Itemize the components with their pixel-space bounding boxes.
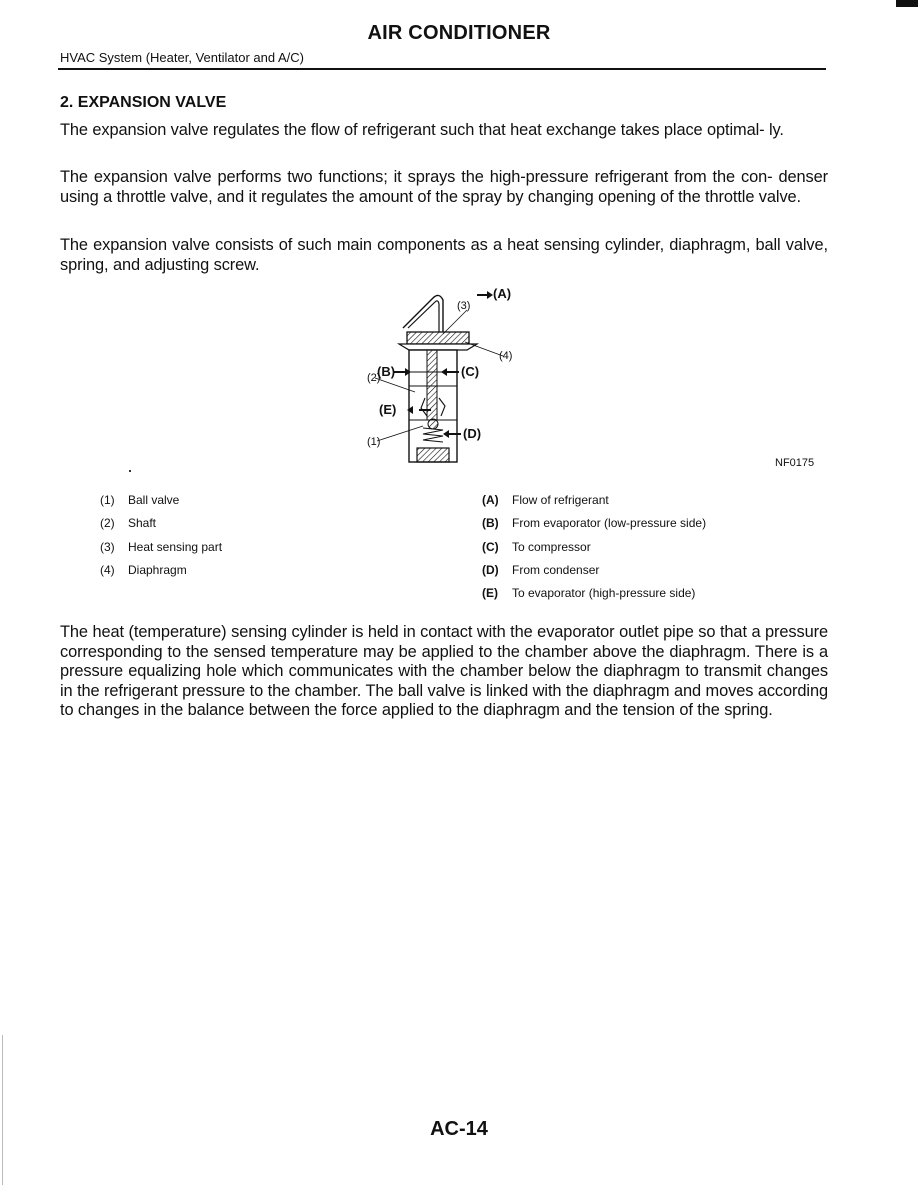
paragraph-functions: The expansion valve performs two functions; it sprays the high-pressure refrigerant from the con- denser using a throttle valve, and it regulates the amount of the spray by changing opening of the throttle valve. [60, 168, 828, 206]
corner-mark [896, 0, 918, 7]
legend-item [100, 493, 179, 507]
label-n1: (1) [367, 436, 381, 448]
legend-text: To compressor [512, 540, 591, 554]
label-n2: (2) [367, 372, 381, 384]
page-title: AIR CONDITIONER [367, 22, 551, 44]
paragraph-intro: The expansion valve regulates the flow of refrigerant such that heat exchange takes place optimal- ly. [60, 121, 784, 139]
page-subtitle: HVAC System (Heater, Ventilator and A/C) [60, 50, 304, 65]
legend-text: Shaft [128, 516, 157, 530]
label-d: (D) [463, 426, 482, 441]
legend-item [482, 540, 591, 554]
stray-dot [129, 470, 131, 472]
legend-item [100, 516, 156, 530]
legend-letter: (A) [482, 493, 499, 507]
legend-item [482, 516, 706, 530]
legend-item [100, 540, 222, 554]
legend-item [482, 563, 599, 577]
paragraph-operation: The heat (temperature) sensing cylinder is held in contact with the evaporator outlet pipe so that a pressure corresponding to the sensed temperature may be applied to the chamber above the diaphragm. There is a pressure equalizing hole which communicates with the chamber below the diaphragm to transmit changes in the refrigerant pressure to the chamber. The ball valve is linked with the diaphragm and moves according to changes in the balance between the force applied to the diaphragm and the tension of the spring. [60, 623, 828, 719]
legend-letter: (C) [482, 540, 499, 554]
label-b: (B) [377, 364, 396, 379]
figure-id: NF0175 [775, 457, 815, 469]
legend-item [482, 586, 695, 600]
legend-text: Heat sensing part [128, 540, 223, 554]
page-number: AC-14 [430, 1118, 488, 1140]
expansion-valve-diagram [355, 280, 535, 470]
legend-num: (2) [100, 516, 115, 530]
legend-item [100, 563, 187, 577]
legend-letter: (E) [482, 586, 498, 600]
margin-rule [2, 1035, 3, 1185]
header-divider [58, 68, 826, 70]
legend-num: (3) [100, 540, 115, 554]
legend-num: (4) [100, 563, 115, 577]
legend-text: To evaporator (high-pressure side) [512, 586, 696, 600]
label-a: (A) [493, 286, 512, 301]
legend-text: From condenser [512, 563, 600, 577]
label-n3: (3) [457, 300, 471, 312]
label-c: (C) [461, 364, 480, 379]
section-heading: 2. EXPANSION VALVE [60, 94, 227, 111]
legend-text: Flow of refrigerant [512, 493, 609, 507]
label-e: (E) [379, 402, 397, 417]
legend-letter: (B) [482, 516, 499, 530]
legend-num: (1) [100, 493, 115, 507]
label-n4: (4) [499, 350, 513, 362]
legend-text: Diaphragm [128, 563, 187, 577]
legend-letter: (D) [482, 563, 499, 577]
paragraph-components: The expansion valve consists of such main components as a heat sensing cylinder, diaphragm, ball valve, spring, and adjusting screw. [60, 236, 828, 274]
legend-item [482, 493, 609, 507]
legend-text: Ball valve [128, 493, 180, 507]
legend-text: From evaporator (low-pressure side) [512, 516, 707, 530]
